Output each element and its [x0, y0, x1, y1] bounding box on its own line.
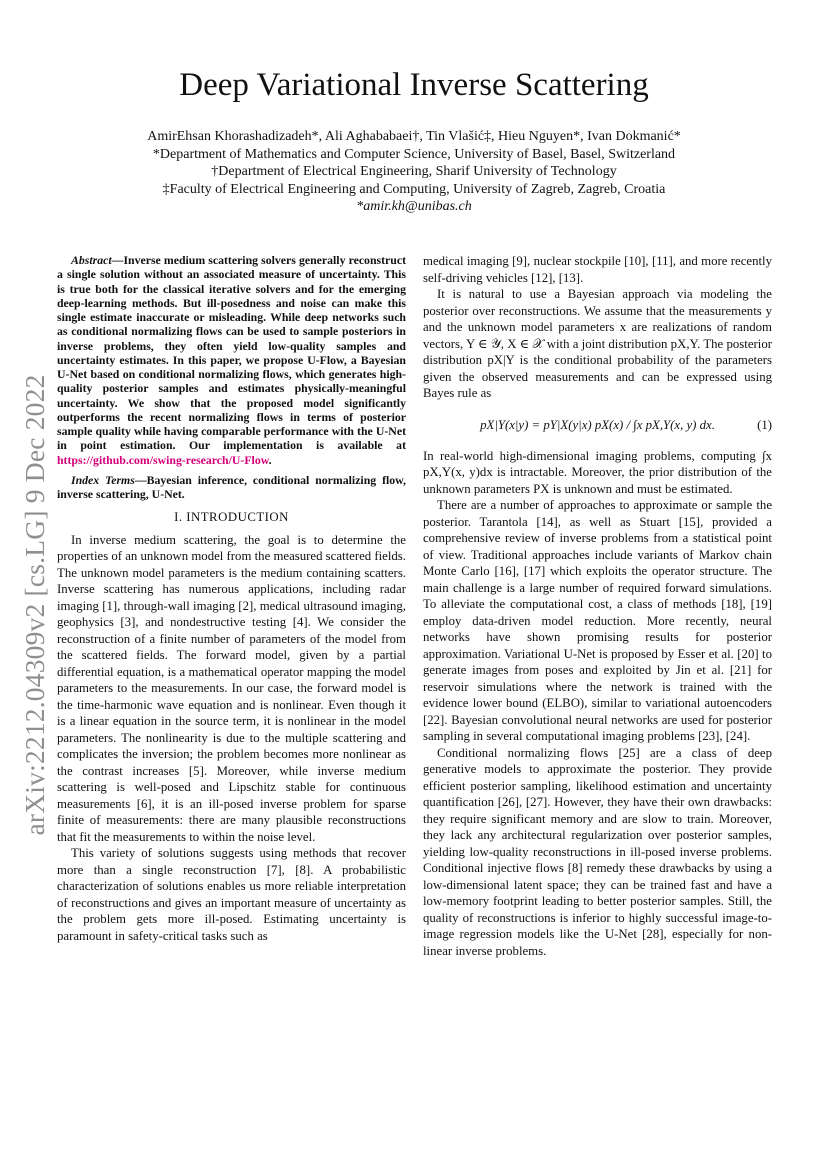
right-paragraph-1: medical imaging [9], nuclear stockpile [10], [11], and more recently self-driving vehicles [12], [13].: [423, 254, 772, 285]
index-terms: [57, 473, 406, 502]
arxiv-stamp: [10, 365, 60, 845]
right-column: [423, 253, 772, 959]
right-paragraph-4: There are a number of approaches to approximate or sample the posterior. Tarantola [14], as well as Stuart [15], provided a comprehensive review of inverse problems from a statistical point of view. Traditional approaches include variants of Markov chain Monte Carlo [16], [17] which exploits the operator structure. The main challenge is a large number of required forward simulations. To alleviate the computational cost, a class of methods [18], [19] employ data-driven model reduction. More recently, neural networks have shown promising results for posterior approximation. Variational U-Net is proposed by Esser et al. [20] to generate images from poses and exploited by Jin et al. [21] for reservoir simulations where the network is trained with the evidence lower bound (ELBO), similar to variational autoencoders [22]. Bayesian convolutional neural networks are used for posterior sampling in several computational imaging problems [23], [24].: [423, 498, 772, 743]
affiliation-3: ‡Faculty of Electrical Engineering and Computing, University of Zagreb, Zagreb, Croatia: [162, 181, 666, 197]
equation-body: pX|Y(x|y) = pY|X(y|x) pX(x) / ∫x pX,Y(x, y) dx.: [480, 417, 715, 432]
right-paragraph-3: In real-world high-dimensional imaging problems, computing ∫x pX,Y(x, y)dx is intractable. Moreover, the prior distribution of the unknown parameters PX is unknown and must be estimated.: [423, 448, 772, 496]
abstract: [57, 253, 406, 467]
affiliation-2: †Department of Electrical Engineering, Sharif University of Technology: [211, 164, 617, 180]
corresponding-email: *amir.kh@unibas.ch: [356, 199, 472, 215]
abstract-lead: Abstract: [71, 253, 112, 267]
intro-paragraph-1: In inverse medium scattering, the goal is to determine the properties of an unknown model from the measured scattered fields. The unknown model parameters is the medium containing scatters. Inverse scattering has numerous applications, including radar imaging [1], through-wall imaging [2], medical ultrasound imaging, geophysics [3], and nondestructive testing [4]. We consider the reconstruction of a finite number of parameters of the model from the scattered fields. The forward model, given by a partial differential equation, is a mathematical operator mapping the model parameters to the measurements. In our case, the forward model is the time-harmonic wave equation and is nonlinear. Even though it is a linear equation in the source term, it is nonlinear in the model parameters. The nonlinearity is due to the multiple scattering and complicates the inversion; the problem becomes more nonlinear as the contrast increases [5]. Moreover, while inverse medium scattering is well-posed and Lipschitz stable for continuous measurements [6], it is an ill-posed inverse problem for sparse finite of measurements: there are many plausible reconstructions that fit the measurements to within the noise level.: [57, 532, 406, 844]
paper-title: Deep Variational Inverse Scattering: [179, 67, 649, 103]
abstract-body: —Inverse medium scattering solvers generally reconstruct a single solution without an associated measure of uncertainty. This is true both for the classical iterative solvers and for the emerging deep-learning methods. But ill-posedness and noise can make this single estimate inaccurate or misleading. While deep networks such as conditional normalizing flows can be used to sample posteriors in inverse problems, they often yield low-quality samples and uncertainty estimates. In this paper, we propose U-Flow, a Bayesian U-Net based on conditional normalizing flows, which generates high-quality posterior samples and estimates physically-meaningful uncertainty. We show that the proposed model significantly outperforms the recent normalizing flows in terms of posterior sample quality while having comparable performance with the U-Net in point estimation. Our implementation is available at: [57, 253, 406, 453]
equation-1: [423, 406, 772, 444]
code-link[interactable]: https://github.com/swing-research/U-Flow: [57, 452, 269, 467]
left-column: [57, 253, 406, 944]
right-paragraph-5: Conditional normalizing flows [25] are a class of deep generative models to approximate the posterior. They provide efficient posterior sampling, likelihood estimation and uncertainty quantification [26], [27]. However, they have their own drawbacks: they require significant memory and are slow to train. Moreover, they lack any architectural regularization over posterior samples, yielding low-quality reconstructions in ill-posed inverse problems. Conditional injective flows [8] remedy these drawbacks by using a low-dimensional latent space; they can be trained fast and have a low-memory footprint leading to better posterior samples. Still, the quality of reconstructions is inferior to highly successful image-to-image regression models like the U-Net [28], especially for non-linear inverse problems.: [423, 745, 772, 958]
index-terms-lead: Index Terms: [71, 472, 135, 487]
intro-paragraph-2: This variety of solutions suggests using methods that recover more than a single reconstruction [7], [8]. A probabilistic characterization of solutions enables us more reliable interpretation of reconstructions and gives an important measure of uncertainty as the problem gets more ill-posed. Estimating uncertainty is paramount in safety-critical tasks such as: [57, 846, 406, 943]
author-list: AmirEhsan Khorashadizadeh*, Ali Aghababaei†, Tin Vlašić‡, Hieu Nguyen*, Ivan Dokmanić*: [147, 129, 681, 144]
author-block: [0, 128, 828, 216]
arxiv-id: arXiv:2212.04309v2 [cs.LG] 9 Dec 2022: [19, 374, 50, 836]
right-paragraph-2: It is natural to use a Bayesian approach via modeling the posterior over reconstructions. We assume that the measurements y and the unknown model parameters x are realizations of random vectors, Y ∈ 𝒴, X ∈ 𝒳 with a joint distribution pX,Y. The posterior distribution pX|Y is the conditional probability of the parameters given the observed measurements and can be expressed using Bayes rule as: [423, 287, 772, 400]
affiliation-1: *Department of Mathematics and Computer Science, University of Basel, Basel, Switzerland: [152, 146, 676, 162]
index-terms-body: —Bayesian inference, conditional normalizing flow, inverse scattering, U-Net.: [57, 472, 407, 501]
section-heading: I. INTRODUCTION: [174, 510, 289, 525]
equation-number: (1): [757, 417, 772, 432]
abstract-end: .: [268, 452, 272, 467]
